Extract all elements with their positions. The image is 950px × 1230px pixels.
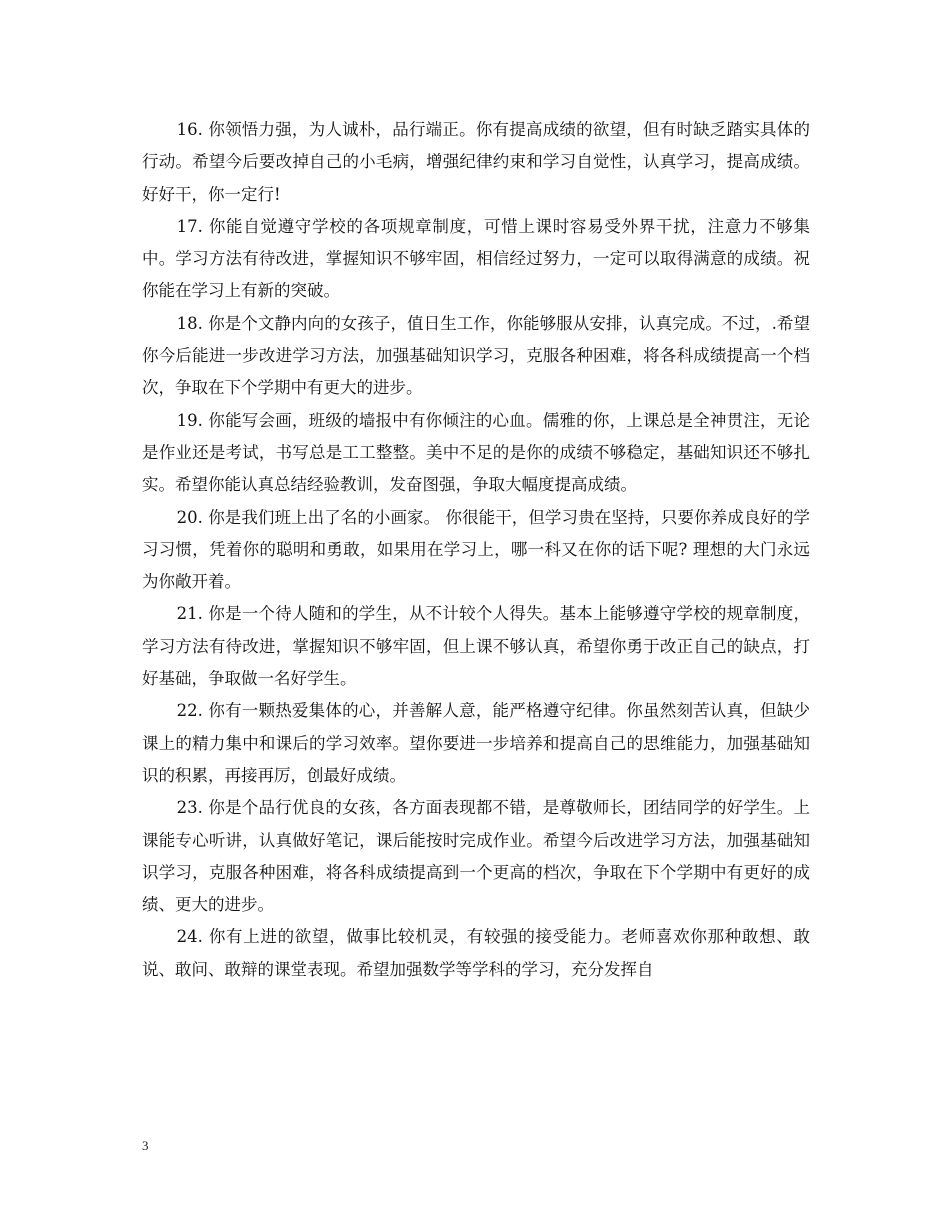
paragraph-22: 22. 你有一颗热爱集体的心，并善解人意，能严格遵守纪律。你虽然刻苦认真，但缺少课上的精力集中和课后的学习效率。望你要进一步培养和提高自己的思维能力，加强基础知识的积累，再接再厉，创最好成绩。 (142, 701, 810, 785)
paragraph-20: 20. 你是我们班上出了名的小画家。 你很能干，但学习贵在坚持，只要你养成良好的学习习惯，凭着你的聪明和勇敢，如果用在学习上，哪一科又在你的话下呢? 理想的大门永远为你敞开着。 (142, 507, 810, 592)
page-number: 3 (142, 1138, 149, 1153)
paragraph-23: 23. 你是个品行优良的女孩，各方面表现都不错，是尊敬师长，团结同学的好学生。上课能专心听讲，认真做好笔记，课后能按时完成作业。希望今后改进学习方法，加强基础知识学习，克服各种困难，将各科成绩提高到一个更高的档次，争取在下个学期中有更好的成绩、更大的进步。 (142, 798, 810, 915)
paragraph-18: 18. 你是个文静内向的女孩子，值日生工作，你能够服从安排，认真完成。不过，.希望你今后能进一步改进学习方法，加强基础知识学习，克服各种困难，将各科成绩提高一个档次，争取在下个学期中有更大的进步。 (142, 313, 810, 398)
paragraph-21: 21. 你是一个待人随和的学生，从不计较个人得失。基本上能够遵守学校的规章制度，学习方法有待改进，掌握知识不够牢固，但上课不够认真，希望你勇于改正自己的缺点，打好基础，争取做一名好学生。 (142, 604, 810, 689)
paragraph-24: 24. 你有上进的欲望，做事比较机灵，有较强的接受能力。老师喜欢你那种敢想、敢说、敢问、敢辩的课堂表现。希望加强数学等学科的学习，充分发挥自 (142, 927, 810, 979)
paragraph-16: 16. 你领悟力强，为人诚朴，品行端正。你有提高成绩的欲望，但有时缺乏踏实具体的行动。希望今后要改掉自己的小毛病，增强纪律约束和学习自觉性，认真学习，提高成绩。好好干，你一定行! (142, 120, 810, 204)
paragraph-19: 19. 你能写会画，班级的墙报中有你倾注的心血。儒雅的你，上课总是全神贯注，无论是作业还是考试，书写总是工工整整。美中不足的是你的成绩不够稳定，基础知识还不够扎实。希望你能认真总结经验教训，发奋图强，争取大幅度提高成绩。 (142, 410, 810, 495)
paragraph-17: 17. 你能自觉遵守学校的各项规章制度，可惜上课时容易受外界干扰，注意力不够集中。学习方法有待改进，掌握知识不够牢固，相信经过努力，一定可以取得满意的成绩。祝你能在学习上有新的突破。 (142, 216, 810, 301)
document-body (142, 114, 810, 986)
